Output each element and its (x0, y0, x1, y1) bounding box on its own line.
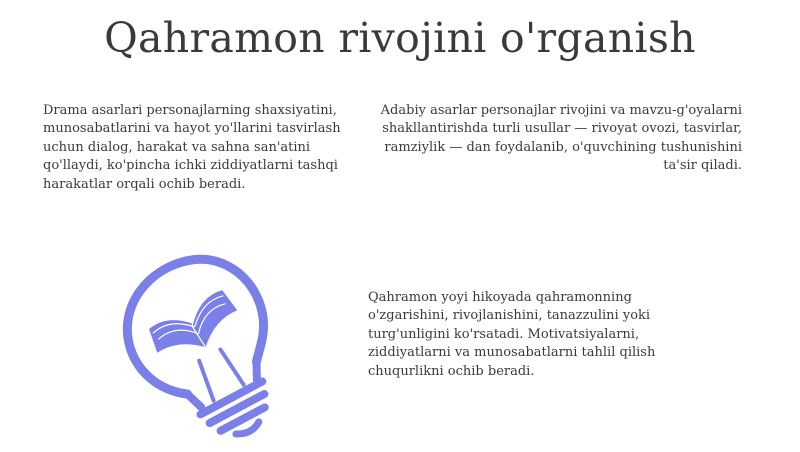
slide-title: Qahramon rivojini o'rganish (104, 14, 696, 62)
paragraph-character-arc: Qahramon yoyi hikoyada qahramonning o'zgarishini, rivojlanishini, tanazzulini yoki turg'unligini ko'rsatadi. Motivatsiyalarni, ziddiyatlarni va munosabatlarni tahlil qilish chuqurlikni ochib beradi. (368, 290, 656, 379)
lightbulb-with-book-icon (96, 248, 316, 448)
paragraph-literary: Adabiy asarlar personajlar rivojini va mavzu-g'oyalarni shakllantirishda turli usullar — rivoyat ovozi, tasvirlar, ramziylik — dan foydalanib, o'quvchining tushunishini ta'sir qiladi. (380, 103, 742, 174)
paragraph-drama: Drama asarlari personajlarning shaxsiyatini, munosabatlarini va hayot yo'llarini tasvirlash uchun dialog, harakat va sahna san'atini qo'llaydi, ko'pincha ichki ziddiyatlarni tashqi harakatlar orqali ochib beradi. (43, 103, 341, 192)
